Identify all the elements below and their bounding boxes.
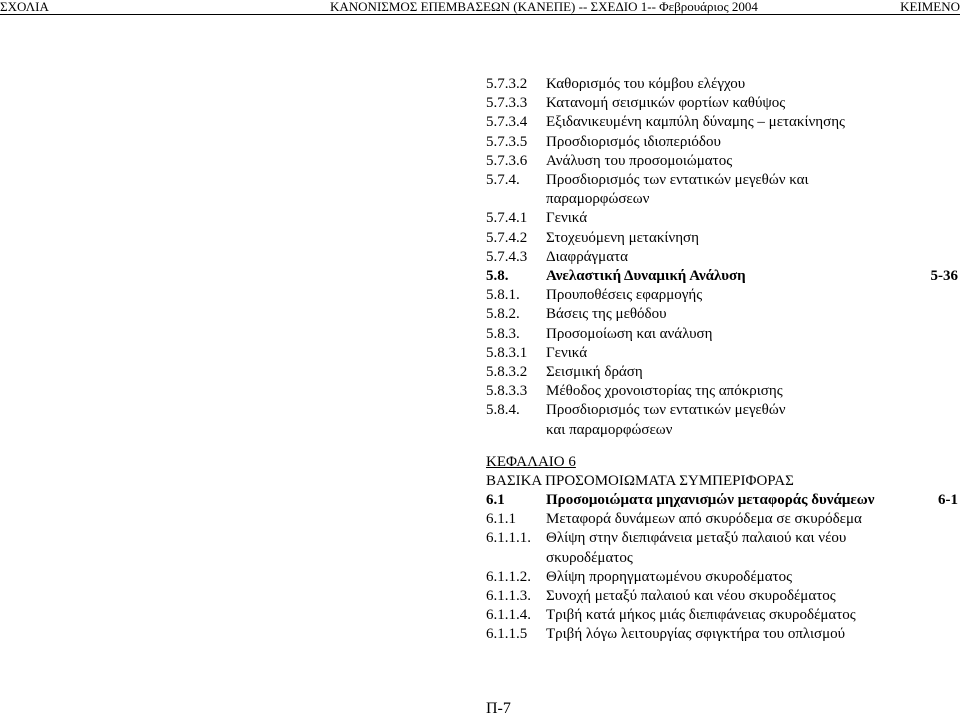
toc-entry-number: 6.1.1 bbox=[486, 511, 516, 528]
toc-entry-title: Εξιδανικευμένη καμπύλη δύναμης – μετακίνησης bbox=[546, 114, 845, 131]
toc-entry-title: Προσδιορισμός των εντατικών μεγεθών bbox=[546, 402, 786, 419]
toc-entry bbox=[486, 305, 960, 324]
toc-entry-number: 6.1.1.3. bbox=[486, 588, 531, 604]
toc-entry-title: Ανάλυση του προσομοιώματος bbox=[546, 152, 733, 169]
toc-entry bbox=[486, 286, 960, 305]
toc-entry-page: 5-36 bbox=[930, 268, 958, 284]
toc-entry-number: 5.7.4.1 bbox=[486, 210, 528, 227]
toc-entry bbox=[486, 529, 960, 548]
toc-entry-number: 5.8. bbox=[486, 268, 509, 284]
toc-entry-title: παραμορφώσεων bbox=[546, 191, 650, 208]
toc-entry-number: 6.1.1.1. bbox=[486, 530, 531, 547]
toc-entry bbox=[486, 401, 960, 420]
toc-entry-title: Τριβή λόγω λειτουργίας σφιγκτήρα του οπλισμού bbox=[546, 626, 846, 643]
toc-entry-number: 6.1.1.5 bbox=[486, 626, 528, 643]
toc-entry bbox=[486, 190, 960, 209]
toc-entry bbox=[486, 94, 960, 113]
toc-entry-number: 5.7.4.3 bbox=[486, 248, 528, 265]
toc-entry bbox=[486, 549, 960, 568]
toc-entry bbox=[486, 325, 960, 344]
toc-entry-title: Προσομοιώματα μηχανισμών μεταφοράς δυνάμεων bbox=[546, 492, 875, 508]
toc-entry bbox=[486, 421, 960, 440]
header-left: ΣΧΟΛΙΑ bbox=[0, 0, 49, 14]
chapter-title: ΒΑΣΙΚΑ ΠΡΟΣΟΜΟΙΩΜΑΤΑ ΣΥΜΠΕΡΙΦΟΡΑΣ bbox=[486, 473, 794, 489]
toc-entry bbox=[486, 491, 960, 510]
toc-entry bbox=[486, 248, 960, 267]
header-center: ΚΑΝΟΝΙΣΜΟΣ ΕΠΕΜΒΑΣΕΩΝ (ΚΑΝΕΠΕ) -- ΣΧΕΔΙΟ 1-- Φεβρουάριος 2004 bbox=[330, 0, 758, 14]
toc-entry-number: 5.7.3.2 bbox=[486, 76, 528, 92]
toc-entry bbox=[486, 267, 960, 286]
toc-entry bbox=[486, 75, 960, 94]
toc-entry-number: 5.8.2. bbox=[486, 306, 520, 323]
toc-entry-title: Θλίψη στην διεπιφάνεια μεταξύ παλαιού και νέου bbox=[546, 530, 847, 547]
toc-entry-page: 6-1 bbox=[938, 492, 958, 508]
toc-entry-number: 6.1 bbox=[486, 492, 505, 508]
toc-entry-title: Διαφράγματα bbox=[546, 248, 628, 265]
toc-entry-number: 5.7.3.4 bbox=[486, 114, 528, 131]
toc-entry-number: 5.7.3.5 bbox=[486, 133, 528, 150]
toc-entry-title: Θλίψη προρηγματωμένου σκυροδέματος bbox=[546, 568, 793, 585]
toc-entry-number: 5.8.4. bbox=[486, 402, 520, 419]
toc-entry-number: 6.1.1.4. bbox=[486, 607, 531, 624]
page-number: Π-7 bbox=[486, 700, 511, 717]
toc-entry-title: Βάσεις της μεθόδου bbox=[546, 306, 667, 323]
toc-entry-title: Τριβή κατά μήκος μιάς διεπιφάνειας σκυροδέματος bbox=[546, 607, 856, 624]
toc-entry bbox=[486, 363, 960, 382]
toc-entry-number: 5.8.3.1 bbox=[486, 344, 528, 361]
toc-entry-number: 5.7.4. bbox=[486, 172, 520, 188]
toc-entry bbox=[486, 133, 960, 152]
toc-entry-number: 5.8.1. bbox=[486, 287, 520, 304]
toc-entry bbox=[486, 382, 960, 401]
toc-entry-title: Ανελαστική Δυναμική Ανάλυση bbox=[546, 268, 746, 284]
toc-entry-number: 5.8.3. bbox=[486, 325, 520, 342]
toc-entry-title: Σεισμική δράση bbox=[546, 364, 643, 380]
toc-entry bbox=[486, 568, 960, 587]
toc-entry bbox=[486, 344, 960, 363]
toc-entry-number: 5.8.3.3 bbox=[486, 383, 528, 400]
toc-entry-title: Στοχευόμενη μετακίνηση bbox=[546, 229, 699, 246]
toc-entry bbox=[486, 587, 960, 606]
toc-entry bbox=[486, 209, 960, 228]
toc-entry-title: Μέθοδος χρονοιστορίας της απόκρισης bbox=[546, 383, 783, 400]
toc-entry-title: Μεταφορά δυνάμεων από σκυρόδεμα σε σκυρόδεμα bbox=[546, 511, 862, 528]
toc-entry-number: 5.7.4.2 bbox=[486, 229, 528, 246]
toc-entry bbox=[486, 606, 960, 625]
toc-entry-number: 5.7.3.3 bbox=[486, 95, 528, 112]
toc-entry bbox=[486, 152, 960, 171]
toc-entry-title: Προυποθέσεις εφαρμογής bbox=[546, 287, 703, 304]
toc-entry-number: 6.1.1.2. bbox=[486, 568, 531, 585]
toc-entry bbox=[486, 510, 960, 529]
toc-entry bbox=[486, 171, 960, 190]
toc-entry-title: Γενικά bbox=[546, 344, 588, 361]
toc-entry-title: Συνοχή μεταξύ παλαιού και νέου σκυροδέματος bbox=[546, 588, 836, 604]
toc-entry-title: Κατανομή σεισμικών φορτίων καθύψος bbox=[546, 95, 786, 112]
toc-entry-title: Γενικά bbox=[546, 210, 588, 227]
toc-entry bbox=[486, 113, 960, 132]
toc-entry-title: και παραμορφώσεων bbox=[546, 421, 673, 438]
toc-entry-title: Καθορισμός του κόμβου ελέγχου bbox=[546, 76, 746, 92]
header-right: ΚΕΙΜΕΝΟ bbox=[900, 0, 960, 14]
chapter-heading bbox=[486, 453, 576, 472]
chapter-number: ΚΕΦΑΛΑΙΟ 6 bbox=[486, 454, 576, 470]
toc-entry-number: 5.8.3.2 bbox=[486, 364, 528, 380]
toc-entry-title: Προσομοίωση και ανάλυση bbox=[546, 325, 713, 342]
toc-entry-title: Προσδιορισμός των εντατικών μεγεθών και bbox=[546, 172, 809, 188]
toc-entry-title: σκυροδέματος bbox=[546, 549, 633, 566]
toc-entry bbox=[486, 229, 960, 248]
toc-entry-number: 5.7.3.6 bbox=[486, 152, 528, 169]
toc-entry-title: Προσδιορισμός ιδιοπεριόδου bbox=[546, 133, 721, 150]
toc-entry bbox=[486, 625, 960, 644]
